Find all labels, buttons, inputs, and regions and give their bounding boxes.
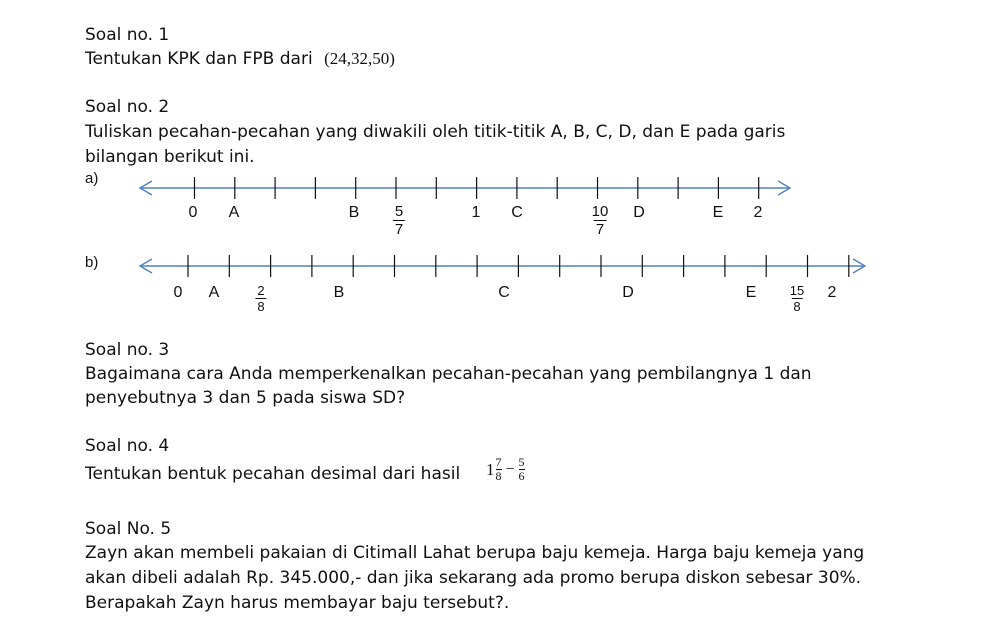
line-b-fraction-2-8 [255, 283, 266, 314]
line-a-mark-E: E [712, 204, 724, 221]
line-b-mark-C: C [498, 284, 510, 301]
expr-f1-den: 8 [495, 469, 502, 483]
line-a-mark-B: B [348, 204, 360, 221]
line-b-mark-2: 2 [827, 284, 837, 301]
line-a-mark-D: D [633, 204, 645, 221]
number-line-b [140, 259, 865, 273]
expr-minus: − [505, 460, 515, 478]
line-b-label: b) [85, 254, 99, 271]
fraction-numerator: 2 [257, 283, 265, 298]
expr-f2-num: 5 [518, 455, 525, 469]
q1-numbers: (24,32,50) [324, 49, 395, 68]
line-a-mark-2: 2 [753, 204, 763, 221]
expr-f1-num: 7 [495, 455, 502, 469]
q5-text-line2: akan dibeli adalah Rp. 345.000,- dan jika sekarang ada promo berupa diskon sebesar 30%. [85, 568, 862, 588]
line-a-mark-0: 0 [188, 204, 198, 221]
line-a-mark-C: C [511, 204, 523, 221]
line-b-mark-A: A [208, 284, 220, 301]
fraction-numerator: 10 [591, 203, 609, 220]
fraction-denominator: 7 [595, 221, 605, 238]
q4-text: Tentukan bentuk pecahan desimal dari hasil [85, 464, 461, 484]
expr-whole: 1 [486, 459, 495, 479]
expr-fraction-5-6 [519, 456, 525, 483]
fraction-denominator: 7 [394, 221, 404, 238]
q2-text-line2: bilangan berikut ini. [85, 147, 255, 167]
line-b-mark-D: D [622, 284, 634, 301]
line-a-mark-A: A [228, 204, 240, 221]
q3-text-line1: Bagaimana cara Anda memperkenalkan pecahan-pecahan yang pembilangnya 1 dan [85, 364, 812, 384]
q2-heading: Soal no. 2 [85, 97, 170, 117]
expr-f2-den: 6 [518, 469, 525, 483]
line-b-mark-E: E [745, 284, 757, 301]
fraction-numerator: 5 [394, 203, 404, 220]
line-a-label: a) [85, 170, 99, 187]
q3-text-line2: penyebutnya 3 dan 5 pada siswa SD? [85, 388, 406, 408]
q5-heading: Soal No. 5 [85, 519, 172, 539]
fraction-numerator: 15 [789, 283, 805, 298]
q4-expression [486, 456, 526, 483]
number-line-a [140, 181, 790, 195]
q4-heading: Soal no. 4 [85, 436, 170, 456]
q5-text-line3: Berapakah Zayn harus membayar baju tersebut?. [85, 593, 510, 613]
q1-heading: Soal no. 1 [85, 25, 170, 45]
line-b-fraction-15-8 [788, 283, 806, 314]
line-a-fraction-10-7 [590, 203, 611, 238]
fraction-denominator: 8 [793, 299, 801, 314]
expr-fraction-7-8 [496, 456, 502, 483]
q1-question: Tentukan KPK dan FPB dari [85, 49, 313, 69]
line-a-mark-1: 1 [471, 204, 481, 221]
line-b-mark-B: B [333, 284, 345, 301]
q5-text-line1: Zayn akan membeli pakaian di Citimall Lahat berupa baju kemeja. Harga baju kemeja yang [85, 543, 865, 563]
q3-heading: Soal no. 3 [85, 340, 170, 360]
fraction-denominator: 8 [257, 299, 265, 314]
line-a-fraction-5-7 [393, 203, 405, 238]
q2-text-line1: Tuliskan pecahan-pecahan yang diwakili oleh titik-titik A, B, C, D, dan E pada garis [85, 122, 786, 142]
line-b-mark-0: 0 [173, 284, 183, 301]
